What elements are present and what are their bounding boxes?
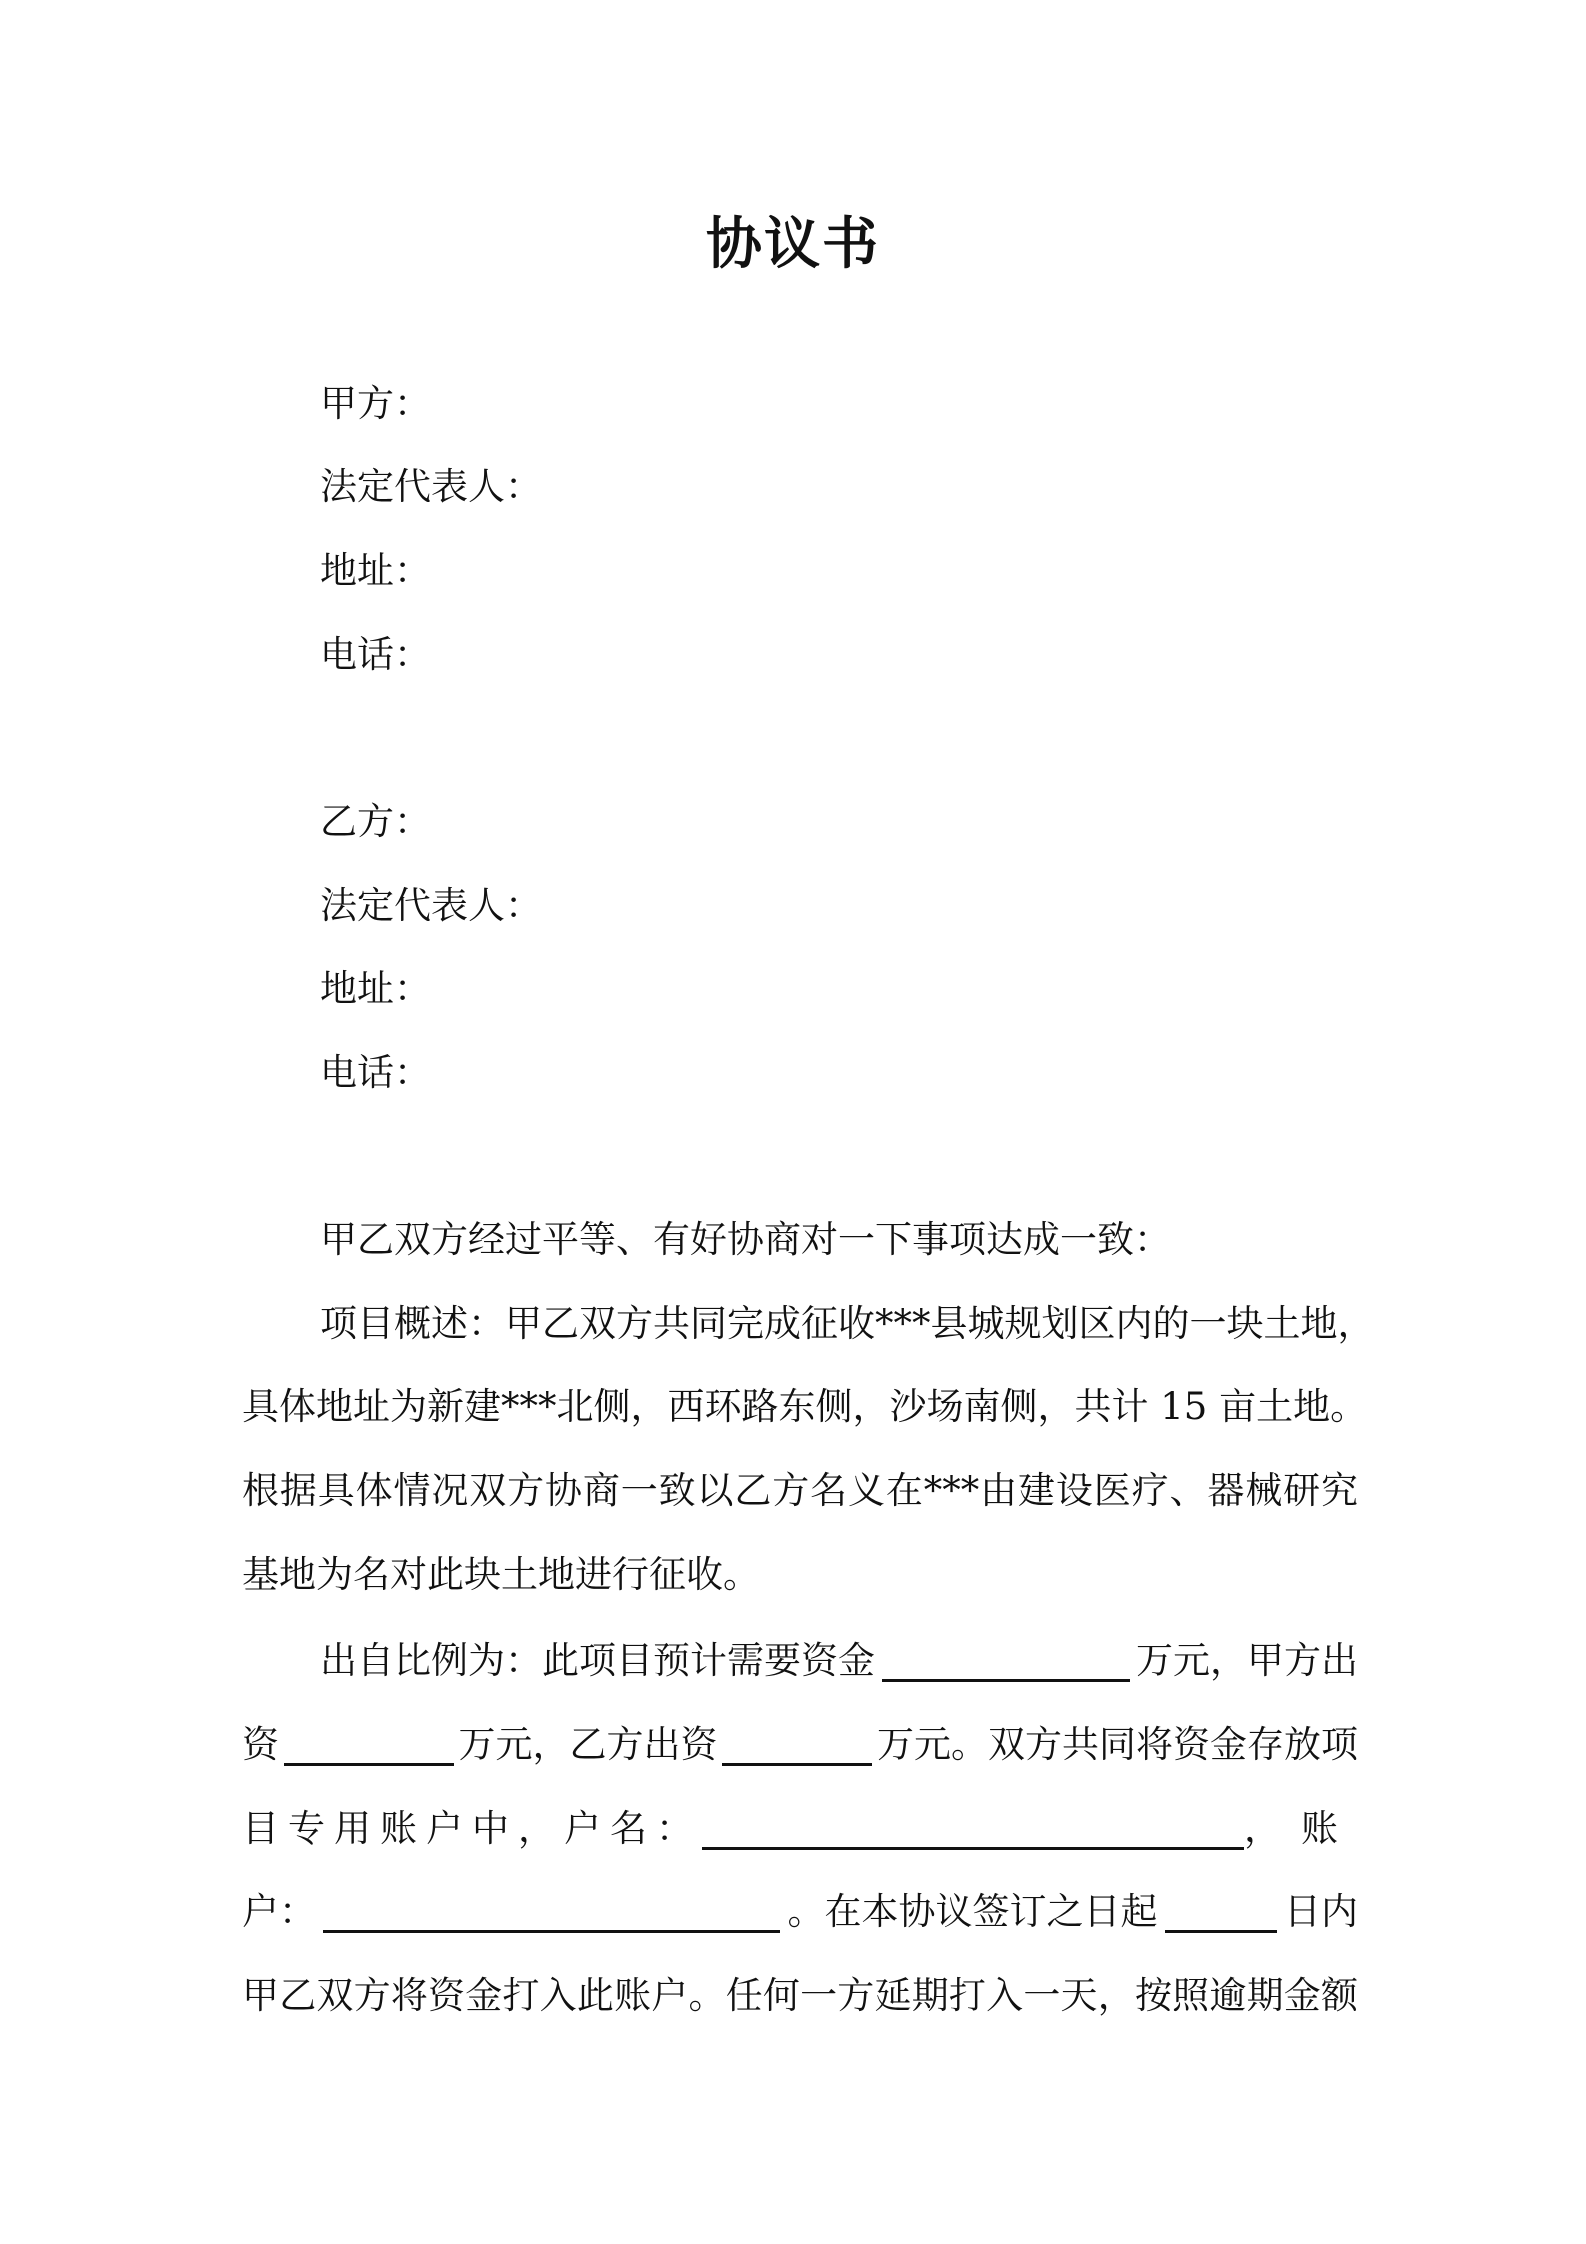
overview-line: 根据具体情况双方协商一致以乙方名义在***由建设医疗、器械研究 [242, 1469, 1358, 1512]
funding-line [242, 1703, 1358, 1787]
overview-line: 具体地址为新建***北侧，西环路东侧，沙场南侧，共计 15 亩土地。 [242, 1385, 1368, 1428]
funding-text: 户： [242, 1890, 316, 1933]
party-a-funds-blank[interactable] [284, 1733, 454, 1766]
funding-line [242, 1787, 1358, 1871]
intro-paragraph: 甲乙双方经过平等、有好协商对一下事项达成一致： [320, 1218, 1171, 1261]
party-b-phone-label: 电话： [320, 1051, 431, 1094]
funding-text: 日内 [1284, 1890, 1358, 1933]
party-b-label: 乙方： [320, 800, 431, 843]
party-a-label: 甲方： [320, 382, 431, 425]
overview-line: 项目概述：甲乙双方共同完成征收***县城规划区内的一块土地， [320, 1302, 1375, 1345]
funding-text: 目专用账户中，户名： [242, 1807, 702, 1850]
account-number-blank[interactable] [323, 1900, 780, 1933]
party-b-address-label: 地址： [320, 967, 431, 1010]
funding-text: 资 [242, 1723, 279, 1766]
funding-text: 出自比例为：此项目预计需要资金 [320, 1639, 875, 1682]
overview-line: 基地为名对此块土地进行征收。 [242, 1553, 760, 1596]
party-a-phone-label: 电话： [320, 633, 431, 676]
party-a-rep-label: 法定代表人： [320, 465, 542, 508]
funding-text: ，账 [1244, 1807, 1358, 1850]
funding-text: 。在本协议签订之日起 [787, 1890, 1158, 1933]
party-a-address-label: 地址： [320, 549, 431, 592]
party-b-funds-blank[interactable] [722, 1733, 872, 1766]
total-funds-blank[interactable] [882, 1649, 1130, 1682]
party-b-rep-label: 法定代表人： [320, 884, 542, 927]
funding-line [320, 1619, 1358, 1703]
funding-line: 甲乙双方将资金打入此账户。任何一方延期打入一天，按照逾期金额 [242, 1974, 1358, 2017]
funding-text: 万元。双方共同将资金存放项 [877, 1723, 1358, 1766]
account-name-blank[interactable] [702, 1817, 1244, 1850]
days-blank[interactable] [1165, 1900, 1277, 1933]
document-title: 协议书 [706, 212, 880, 277]
funding-text: 万元，甲方出 [1136, 1639, 1358, 1682]
funding-line [242, 1870, 1358, 1954]
funding-text: 万元，乙方出资 [458, 1723, 718, 1766]
